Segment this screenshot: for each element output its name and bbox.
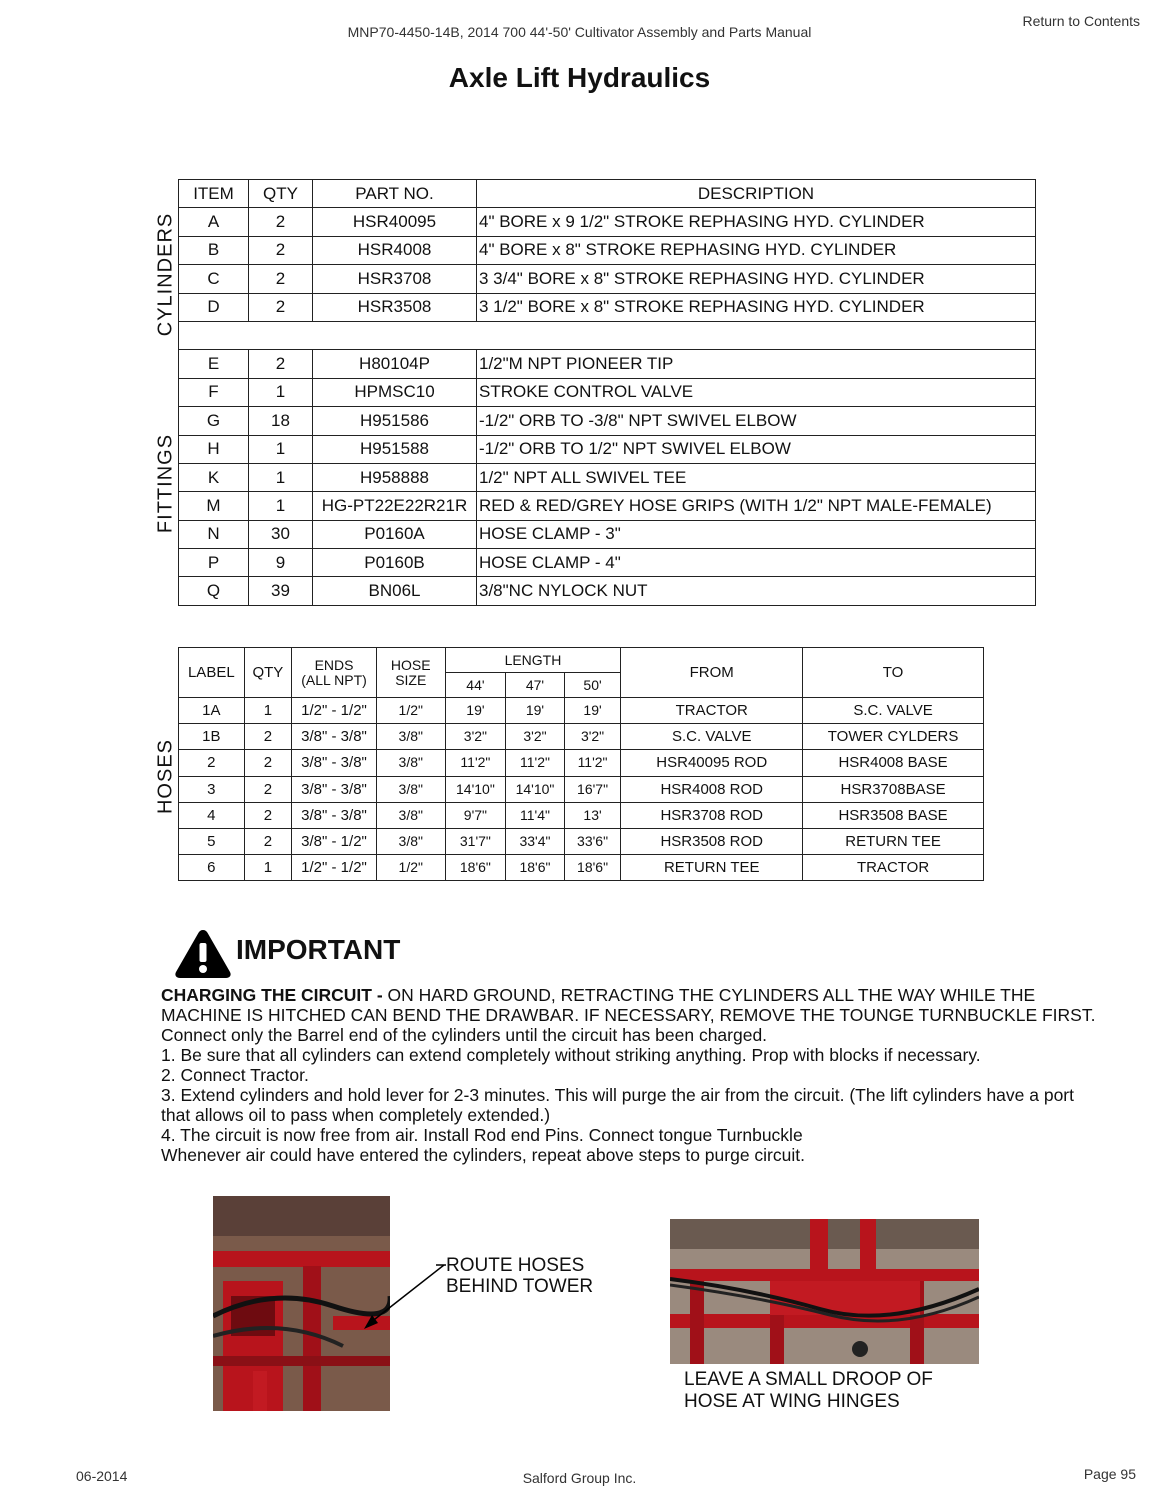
cell-l44: 31'7" — [445, 828, 506, 854]
cell-desc: HOSE CLAMP - 3" — [477, 520, 1036, 548]
cell-qty: 2 — [249, 208, 313, 236]
table-row — [179, 350, 1036, 378]
cell-part: P0160B — [313, 549, 477, 577]
cell-l50: 16'7" — [564, 776, 621, 802]
cell-item: P — [179, 549, 249, 577]
cell-part: HSR40095 — [313, 208, 477, 236]
cell-qty: 1 — [249, 492, 313, 520]
cell-desc: STROKE CONTROL VALVE — [477, 378, 1036, 406]
table-row — [179, 208, 1036, 236]
cell-qty: 30 — [249, 520, 313, 548]
table-header-row — [179, 180, 1036, 208]
cell-l44: 9'7" — [445, 802, 506, 828]
header-hose-size — [376, 648, 445, 698]
cell-part: HG-PT22E22R21R — [313, 492, 477, 520]
table-row — [179, 236, 1036, 264]
cell-l50: 3'2" — [564, 724, 621, 750]
cell-desc: 3 1/2" BORE x 8" STROKE REPHASING HYD. CYLINDER — [477, 293, 1036, 321]
cell-l50: 18'6" — [564, 855, 621, 881]
cell-qty: 1 — [249, 378, 313, 406]
cell-l50: 13' — [564, 802, 621, 828]
cell-desc: 3 3/4" BORE x 8" STROKE REPHASING HYD. CYLINDER — [477, 265, 1036, 293]
cell-desc: 4" BORE x 9 1/2" STROKE REPHASING HYD. CYLINDER — [477, 208, 1036, 236]
cell-l44: 3'2" — [445, 724, 506, 750]
warning-icon — [174, 928, 232, 985]
charging-warning — [161, 985, 1101, 1025]
wing-hinge-hose-photo — [670, 1219, 979, 1364]
cell-ends: 3/8" - 3/8" — [292, 750, 377, 776]
cell-l47: 14'10" — [506, 776, 565, 802]
table-row — [179, 435, 1036, 463]
header-label: LABEL — [179, 648, 245, 698]
table-row — [179, 776, 984, 802]
table-row — [179, 855, 984, 881]
hoses-group-label: HOSES — [154, 738, 177, 815]
cell-item: K — [179, 463, 249, 491]
cell-part: H80104P — [313, 350, 477, 378]
cell-qty: 2 — [244, 802, 291, 828]
cell-label: 1A — [179, 698, 245, 724]
cell-from: HSR3708 ROD — [621, 802, 803, 828]
cell-to: HSR3508 BASE — [803, 802, 984, 828]
cell-l44: 19' — [445, 698, 506, 724]
cylinders-group-label: CYLINDERS — [154, 212, 177, 337]
cell-qty: 39 — [249, 577, 313, 605]
cell-l44: 18'6" — [445, 855, 506, 881]
parts-table — [178, 179, 1036, 606]
charging-instructions — [161, 985, 1101, 1165]
cell-to: S.C. VALVE — [803, 698, 984, 724]
cell-l47: 11'4" — [506, 802, 565, 828]
cell-size: 3/8" — [376, 828, 445, 854]
cell-l50: 19' — [564, 698, 621, 724]
table-row — [179, 407, 1036, 435]
cell-item: H — [179, 435, 249, 463]
fittings-group-label: FITTINGS — [154, 433, 177, 534]
cell-size: 3/8" — [376, 802, 445, 828]
header-item: ITEM — [179, 180, 249, 208]
cell-qty: 1 — [249, 435, 313, 463]
cell-desc: -1/2" ORB TO -3/8" NPT SWIVEL ELBOW — [477, 407, 1036, 435]
instruction-line: Whenever air could have entered the cylinders, repeat above steps to purge circuit. — [161, 1145, 805, 1165]
group-separator-row — [179, 321, 1036, 349]
cell-qty: 2 — [244, 828, 291, 854]
table-row — [179, 802, 984, 828]
cell-part: H951588 — [313, 435, 477, 463]
instruction-line: Connect only the Barrel end of the cylinders until the circuit has been charged. — [161, 1025, 768, 1045]
cell-item: F — [179, 378, 249, 406]
size-label: SIZE — [395, 671, 427, 688]
cell-item: B — [179, 236, 249, 264]
cell-qty: 18 — [249, 407, 313, 435]
cell-l50: 11'2" — [564, 750, 621, 776]
photo2-caption — [684, 1369, 933, 1413]
cell-l47: 11'2" — [506, 750, 565, 776]
cell-item: N — [179, 520, 249, 548]
cell-from: HSR40095 ROD — [621, 750, 803, 776]
cell-label: 4 — [179, 802, 245, 828]
cell-size: 3/8" — [376, 750, 445, 776]
instruction-line: 1. Be sure that all cylinders can extend completely without striking anything. Prop with blocks if necessary. — [161, 1045, 981, 1065]
cell-desc: -1/2" ORB TO 1/2" NPT SWIVEL ELBOW — [477, 435, 1036, 463]
cell-l50: 33'6" — [564, 828, 621, 854]
cell-label: 3 — [179, 776, 245, 802]
header-length-44: 44' — [445, 673, 506, 698]
header-length: LENGTH — [445, 648, 621, 673]
cell-part: H951586 — [313, 407, 477, 435]
cell-part: H958888 — [313, 463, 477, 491]
cell-item: Q — [179, 577, 249, 605]
table-row — [179, 463, 1036, 491]
cell-qty: 2 — [249, 265, 313, 293]
hose-label: HOSE — [390, 656, 431, 673]
cell-part: HSR4008 — [313, 236, 477, 264]
cell-qty: 2 — [249, 236, 313, 264]
cell-l47: 18'6" — [506, 855, 565, 881]
cell-from: HSR4008 ROD — [621, 776, 803, 802]
cell-qty: 2 — [249, 350, 313, 378]
table-row — [179, 520, 1036, 548]
caption-line: BEHIND TOWER — [446, 1276, 594, 1297]
table-row — [179, 293, 1036, 321]
cell-l47: 33'4" — [506, 828, 565, 854]
cell-item: A — [179, 208, 249, 236]
cell-qty: 1 — [249, 463, 313, 491]
cell-label: 6 — [179, 855, 245, 881]
ends-label: ENDS — [314, 656, 354, 673]
instruction-line: 2. Connect Tractor. — [161, 1065, 309, 1085]
table-row — [179, 750, 984, 776]
cell-desc: 1/2"M NPT PIONEER TIP — [477, 350, 1036, 378]
cell-from: TRACTOR — [621, 698, 803, 724]
table-row — [179, 549, 1036, 577]
cell-desc: 3/8"NC NYLOCK NUT — [477, 577, 1036, 605]
header-length-47: 47' — [506, 673, 565, 698]
cell-size: 3/8" — [376, 724, 445, 750]
header-description: DESCRIPTION — [477, 180, 1036, 208]
cell-desc: 1/2" NPT ALL SWIVEL TEE — [477, 463, 1036, 491]
caption-line: LEAVE A SMALL DROOP OF — [684, 1369, 933, 1390]
cell-qty: 2 — [244, 776, 291, 802]
charging-lead-text: ON HARD GROUND, RETRACTING THE CYLINDERS ALL THE WAY WHILE THE MACHINE IS HITCHED CAN BEND THE DRAWBAR. IF NECESSARY, REMOVE THE TOUNGE TURNBUCKLE FIRST. — [161, 985, 1096, 1025]
cell-ends: 3/8" - 1/2" — [292, 828, 377, 854]
cell-l44: 11'2" — [445, 750, 506, 776]
header-ends — [292, 648, 377, 698]
cell-item: C — [179, 265, 249, 293]
header-from: FROM — [621, 648, 803, 698]
cell-desc: HOSE CLAMP - 4" — [477, 549, 1036, 577]
charging-lead: CHARGING THE CIRCUIT - — [161, 985, 388, 1005]
cell-ends: 1/2" - 1/2" — [292, 698, 377, 724]
footer-page-number: Page 95 — [1083, 1466, 1136, 1482]
cell-label: 5 — [179, 828, 245, 854]
cell-qty: 2 — [244, 750, 291, 776]
instruction-line: 4. The circuit is now free from air. Install Rod end Pins. Connect tongue Turnbuckle — [161, 1125, 803, 1145]
cell-to: HSR3708BASE — [803, 776, 984, 802]
cell-desc: 4" BORE x 8" STROKE REPHASING HYD. CYLINDER — [477, 236, 1036, 264]
footer-date: 06-2014 — [76, 1468, 128, 1484]
cell-qty: 2 — [244, 724, 291, 750]
separator-cell — [179, 321, 1036, 349]
instruction-line: 3. Extend cylinders and hold lever for 2-3 minutes. This will purge the air from the circuit. (The lift cylinders have a port that allows oil to pass when completely extended.) — [161, 1085, 1074, 1125]
page-title: Axle Lift Hydraulics — [448, 62, 711, 93]
cell-from: HSR3508 ROD — [621, 828, 803, 854]
cell-ends: 1/2" - 1/2" — [292, 855, 377, 881]
cell-item: M — [179, 492, 249, 520]
photo1-caption — [446, 1255, 593, 1297]
cell-part: HPMSC10 — [313, 378, 477, 406]
header-part-no: PART NO. — [313, 180, 477, 208]
cell-ends: 3/8" - 3/8" — [292, 724, 377, 750]
cell-l44: 14'10" — [445, 776, 506, 802]
cell-from: S.C. VALVE — [621, 724, 803, 750]
caption-line: HOSE AT WING HINGES — [684, 1391, 900, 1412]
cell-to: HSR4008 BASE — [803, 750, 984, 776]
table-row — [179, 378, 1036, 406]
cell-label: 2 — [179, 750, 245, 776]
cell-l47: 19' — [506, 698, 565, 724]
cell-to: RETURN TEE — [803, 828, 984, 854]
leader-arrow-icon — [360, 1255, 450, 1335]
footer-company: Salford Group Inc. — [522, 1470, 637, 1486]
cell-ends: 3/8" - 3/8" — [292, 802, 377, 828]
return-to-contents-link[interactable]: Return to Contents — [1022, 13, 1140, 29]
cell-to: TRACTOR — [803, 855, 984, 881]
table-row — [179, 828, 984, 854]
manual-title: MNP70-4450-14B, 2014 700 44'-50' Cultivator Assembly and Parts Manual — [347, 24, 812, 40]
table-header-row — [179, 648, 984, 673]
header-qty: QTY — [249, 180, 313, 208]
caption-line: ROUTE HOSES — [446, 1255, 585, 1276]
cell-qty: 1 — [244, 698, 291, 724]
ends-sub-label: (ALL NPT) — [301, 671, 367, 688]
cell-part: HSR3508 — [313, 293, 477, 321]
table-row — [179, 577, 1036, 605]
cell-l47: 3'2" — [506, 724, 565, 750]
cell-part: BN06L — [313, 577, 477, 605]
cell-qty: 9 — [249, 549, 313, 577]
cell-qty: 1 — [244, 855, 291, 881]
cell-part: P0160A — [313, 520, 477, 548]
header-to: TO — [803, 648, 984, 698]
hoses-table — [178, 647, 984, 881]
cell-desc: RED & RED/GREY HOSE GRIPS (WITH 1/2" NPT MALE-FEMALE) — [477, 492, 1036, 520]
important-heading: IMPORTANT — [236, 934, 401, 965]
cell-size: 1/2" — [376, 855, 445, 881]
cell-ends: 3/8" - 3/8" — [292, 776, 377, 802]
cell-part: HSR3708 — [313, 265, 477, 293]
table-row — [179, 492, 1036, 520]
cell-to: TOWER CYLDERS — [803, 724, 984, 750]
cell-from: RETURN TEE — [621, 855, 803, 881]
cell-size: 1/2" — [376, 698, 445, 724]
cell-item: D — [179, 293, 249, 321]
cell-item: G — [179, 407, 249, 435]
cell-size: 3/8" — [376, 776, 445, 802]
table-row — [179, 724, 984, 750]
header-length-50: 50' — [564, 673, 621, 698]
cell-item: E — [179, 350, 249, 378]
cell-label: 1B — [179, 724, 245, 750]
cell-qty: 2 — [249, 293, 313, 321]
header-qty: QTY — [244, 648, 291, 698]
table-row — [179, 265, 1036, 293]
table-row — [179, 698, 984, 724]
